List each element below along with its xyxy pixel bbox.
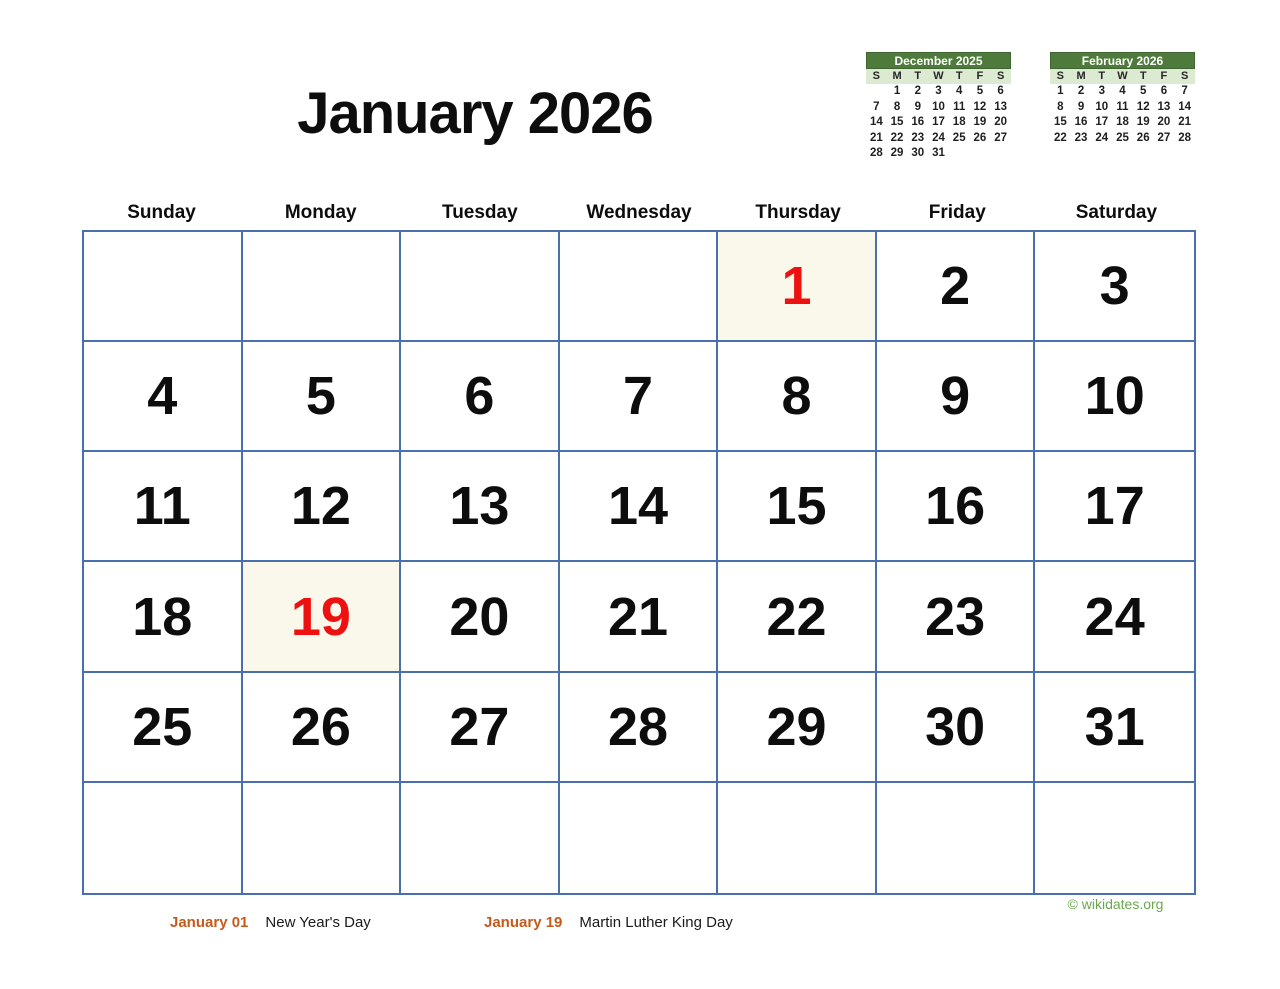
mini-date-cell: 26 (973, 131, 987, 144)
calendar-day-cell: 21 (560, 562, 719, 672)
mini-calendar (1050, 52, 1195, 146)
calendar-day-cell: 13 (401, 452, 560, 562)
mini-date-cell: 30 (911, 147, 925, 159)
calendar-day-cell: 10 (1035, 342, 1194, 452)
page-title: January 2026 (297, 81, 653, 146)
mini-date-cell (990, 146, 1011, 162)
mini-day-header: W (933, 70, 944, 82)
mini-date-cell: 18 (952, 116, 966, 128)
mini-date-cell: 20 (994, 116, 1008, 128)
day-header: Saturday (1075, 202, 1158, 223)
calendar-day-cell: 12 (243, 452, 402, 562)
calendar-day-cell (560, 232, 719, 342)
mini-date-cell: 22 (890, 131, 904, 144)
mini-date-cell: 21 (1178, 116, 1192, 128)
calendar-day-cell (84, 783, 243, 893)
calendar-day-cell: 27 (401, 673, 560, 783)
mini-date-cell: 15 (890, 116, 904, 128)
mini-date-cell: 2 (1077, 85, 1085, 97)
calendar-day-cell (84, 232, 243, 342)
mini-date-cell (866, 84, 887, 100)
mini-date-cell: 3 (1098, 85, 1105, 97)
calendar-day-cell: 31 (1035, 673, 1194, 783)
mini-date-cell: 7 (1181, 85, 1188, 97)
mini-date-cell: 20 (1157, 116, 1171, 128)
mini-date-cell: 11 (1116, 100, 1129, 113)
calendar-day-cell: 23 (877, 562, 1036, 672)
mini-day-header: T (955, 70, 963, 82)
mini-date-cell: 7 (873, 100, 880, 113)
calendar-day-cell: 7 (560, 342, 719, 452)
mini-day-header: T (1098, 70, 1106, 82)
mini-date-cell: 2 (914, 85, 921, 97)
calendar-day-cell: 15 (718, 452, 877, 562)
mini-day-header: T (914, 70, 922, 82)
calendar-day-cell: 20 (401, 562, 560, 672)
mini-day-header: M (1076, 70, 1086, 82)
mini-date-cell: 15 (1053, 116, 1067, 128)
mini-date-cell: 29 (890, 147, 904, 159)
mini-day-header: M (892, 70, 902, 82)
calendar-day-cell (401, 783, 560, 893)
mini-date-cell: 25 (1116, 131, 1129, 144)
mini-date-cell: 24 (932, 131, 945, 144)
calendar-day-cell: 6 (401, 342, 560, 452)
holiday-notes (0, 914, 1280, 938)
mini-day-header: S (1180, 70, 1189, 82)
mini-date-cell: 1 (1057, 85, 1064, 97)
mini-date-cell: 24 (1095, 131, 1109, 144)
mini-date-cell: 28 (1178, 131, 1192, 144)
mini-date-cell: 10 (932, 100, 945, 113)
mini-day-headers (866, 69, 1011, 84)
mini-dates-grid (866, 84, 1011, 162)
mini-date-cell: 23 (911, 131, 925, 144)
mini-date-cell: 22 (1053, 131, 1067, 144)
calendar-day-cell (560, 783, 719, 893)
mini-date-cell: 3 (935, 85, 942, 97)
mini-date-cell: 8 (1057, 100, 1064, 113)
calendar-day-cell: 29 (718, 673, 877, 783)
day-header: Friday (928, 202, 986, 223)
calendar-day-cell: 28 (560, 673, 719, 783)
mini-date-cell: 4 (956, 85, 963, 97)
mini-date-cell: 12 (1136, 100, 1150, 113)
mini-date-cell: 5 (976, 85, 984, 97)
calendar-day-cell: 17 (1035, 452, 1194, 562)
holiday-note (170, 914, 371, 931)
calendar-day-cell: 11 (84, 452, 243, 562)
day-header: Wednesday (586, 202, 692, 223)
calendar-day-cell (243, 783, 402, 893)
calendar-day-cell: 5 (243, 342, 402, 452)
holiday-note-date: January 01 (170, 914, 249, 931)
calendar-day-cell: 14 (560, 452, 719, 562)
holiday-note-name: New Year's Day (265, 914, 371, 931)
day-header: Sunday (127, 202, 196, 223)
calendar-day-cell: 9 (877, 342, 1036, 452)
calendar-day-cell: 8 (718, 342, 877, 452)
mini-date-cell: 5 (1140, 85, 1147, 97)
mini-date-cell (970, 146, 991, 162)
mini-date-cell: 27 (1157, 131, 1171, 144)
calendar-day-cell: 24 (1035, 562, 1194, 672)
mini-date-cell: 17 (932, 116, 945, 128)
calendar-day-cell: 30 (877, 673, 1036, 783)
holiday-note (484, 914, 733, 931)
mini-day-header: W (1117, 70, 1128, 82)
mini-date-cell: 28 (869, 147, 883, 159)
mini-dates-grid (1050, 84, 1195, 146)
day-header: Tuesday (442, 202, 518, 223)
copyright-credit: © wikidates.org (1067, 896, 1164, 912)
mini-date-cell: 6 (997, 85, 1004, 97)
mini-date-cell: 10 (1095, 100, 1109, 113)
mini-date-cell: 1 (893, 85, 901, 97)
mini-day-header: S (872, 70, 881, 82)
holiday-note-name: Martin Luther King Day (579, 914, 733, 931)
calendar-day-cell: 4 (84, 342, 243, 452)
mini-date-cell: 16 (911, 116, 925, 128)
day-header: Monday (284, 202, 357, 223)
mini-day-header: F (1160, 70, 1168, 82)
mini-date-cell: 9 (914, 100, 921, 113)
mini-date-cell: 23 (1074, 131, 1088, 144)
calendar-day-cell: 25 (84, 673, 243, 783)
day-header: Thursday (755, 202, 841, 223)
calendar-day-cell: 22 (718, 562, 877, 672)
holiday-note-date: January 19 (484, 914, 563, 931)
mini-date-cell: 11 (953, 100, 966, 113)
mini-date-cell: 12 (973, 100, 987, 113)
main-calendar-grid (82, 230, 1196, 895)
mini-day-header: S (996, 70, 1005, 82)
mini-day-header: F (976, 70, 984, 82)
mini-date-cell: 14 (1178, 100, 1192, 113)
calendar-day-cell: 2 (877, 232, 1036, 342)
main-day-headers (82, 198, 1196, 228)
mini-calendar (866, 52, 1011, 162)
calendar-day-cell (1035, 783, 1194, 893)
mini-day-header: T (1139, 70, 1147, 82)
mini-date-cell (949, 146, 970, 162)
mini-date-cell: 19 (1136, 116, 1150, 128)
mini-date-cell: 26 (1136, 131, 1150, 144)
calendar-day-cell (243, 232, 402, 342)
mini-date-cell: 19 (973, 116, 987, 128)
mini-date-cell: 18 (1116, 116, 1129, 128)
calendar-day-cell (401, 232, 560, 342)
mini-date-cell: 13 (1157, 100, 1171, 113)
mini-date-cell: 14 (869, 116, 883, 128)
mini-date-cell: 13 (994, 100, 1008, 113)
mini-date-cell: 16 (1074, 116, 1088, 128)
calendar-day-cell: 16 (877, 452, 1036, 562)
calendar-day-cell: 18 (84, 562, 243, 672)
calendar-day-cell: 26 (243, 673, 402, 783)
calendar-day-cell: 19 (243, 562, 402, 672)
mini-calendar-title: February 2026 (1050, 52, 1195, 69)
mini-date-cell: 31 (932, 147, 945, 159)
calendar-day-cell (718, 783, 877, 893)
calendar-day-cell (877, 783, 1036, 893)
mini-date-cell: 25 (952, 131, 966, 144)
mini-day-headers (1050, 69, 1195, 84)
mini-date-cell: 9 (1077, 100, 1085, 113)
mini-date-cell: 27 (994, 131, 1008, 144)
mini-date-cell: 21 (869, 131, 883, 144)
mini-calendar-title: December 2025 (866, 52, 1011, 69)
mini-day-header: S (1056, 70, 1065, 82)
calendar-day-cell: 3 (1035, 232, 1194, 342)
mini-date-cell: 17 (1095, 116, 1109, 128)
calendar-day-cell: 1 (718, 232, 877, 342)
mini-date-cell: 6 (1160, 85, 1168, 97)
mini-date-cell: 4 (1119, 85, 1126, 97)
mini-date-cell: 8 (893, 100, 901, 113)
